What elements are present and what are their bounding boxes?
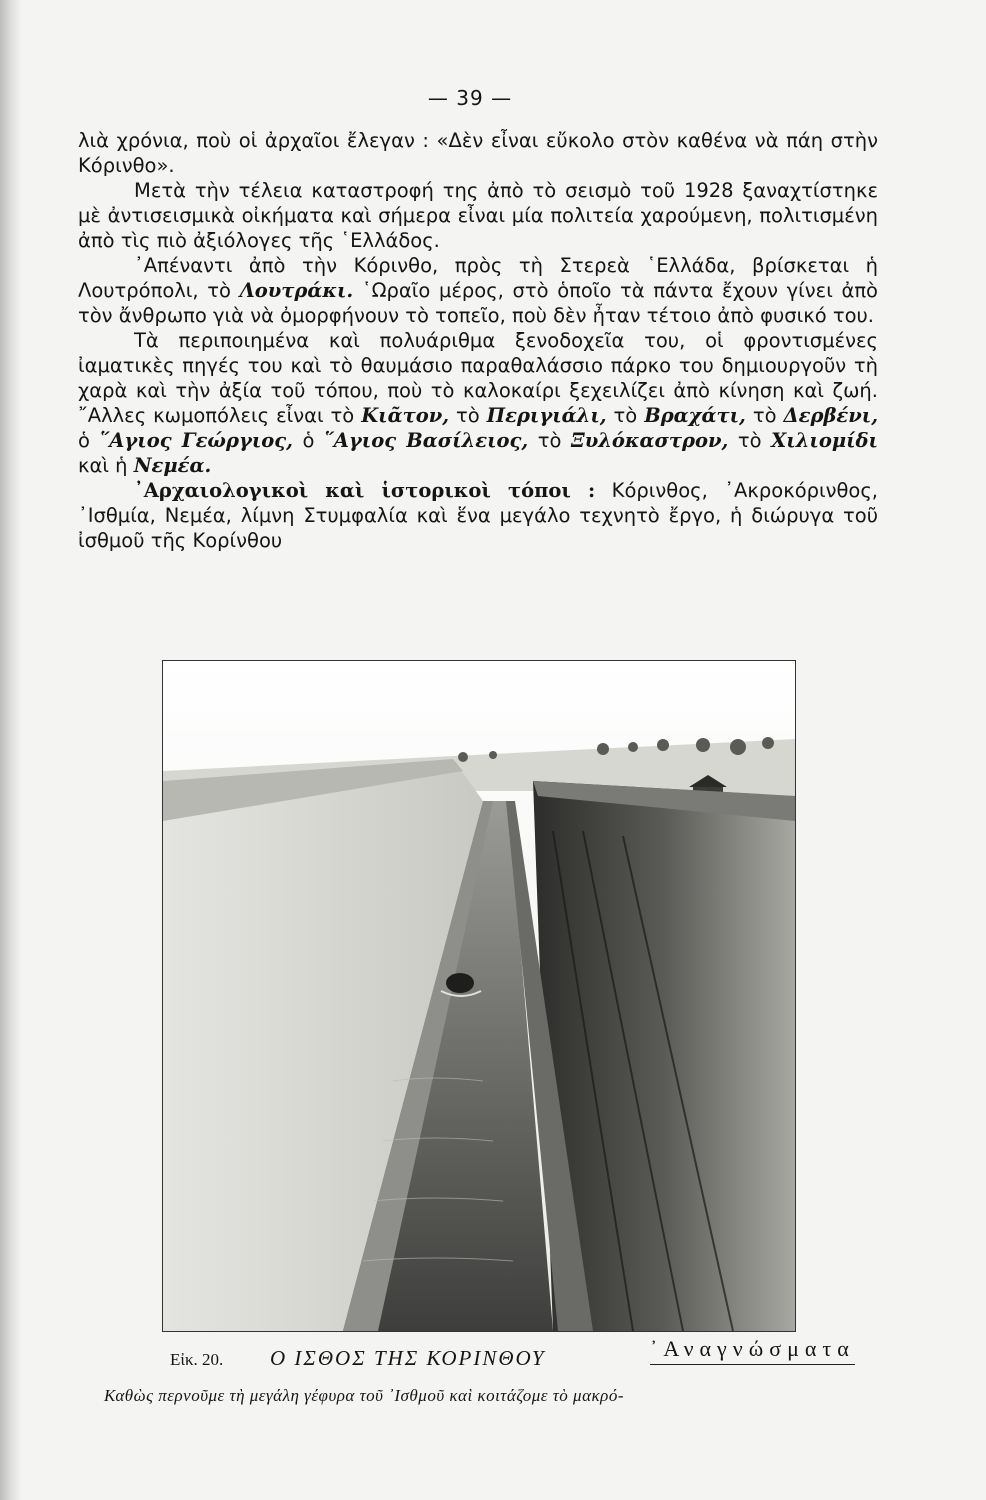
place-dervheni: Δερβένι, <box>783 404 879 427</box>
place-kiato: Κιᾶτον, <box>361 404 450 427</box>
connector-2: τὸ <box>606 404 645 427</box>
connector-8: καὶ ἡ <box>78 454 134 477</box>
paragraph-5-body: Κόρινθος, ᾿Ακροκόρινθος, ᾿Ισθμία, Νεμέα, λίμνη Στυμφαλία καὶ ἕνα μεγάλο τεχνητὸ ἔργο, ἡ διώρυγα τοῦ ἰσθμοῦ τῆς Κορίνθου <box>78 479 878 552</box>
connector-3: τὸ <box>745 404 784 427</box>
connector-4: ὁ <box>78 429 100 452</box>
place-loutraki: Λουτράκι. <box>239 279 354 302</box>
place-agios-vasileios: ῞Αγιος Βασίλειος, <box>324 429 529 452</box>
paragraph-4 <box>78 328 878 478</box>
reader-title: ᾿Αναγνώσματα <box>650 1336 855 1365</box>
page-number: — 39 — <box>427 86 513 110</box>
paragraph-2: Μετὰ τὴν τέλεια καταστροφή της ἀπὸ τὸ σεισμὸ τοῦ 1928 ξαναχτίστηκε μὲ ἀντισεισμικὰ οἰκήματα καὶ σήμερα εἶναι μία πολιτεία χαρούμενη, πολιτισμένη ἀπὸ τὶς πιὸ ἀξιόλογες τῆς ῾Ελλάδος. <box>78 179 878 252</box>
paragraph-4-text-a: Τὰ περιποιημένα καὶ πολυάριθμα ξενοδοχεῖα του, οἱ φροντισμένες ἰαματικὲς πηγές του καὶ τὸ θαυμάσιο παραθαλάσσιο πάρκο του δημιουργοῦν τὴ χαρὰ καὶ τὴν ἀξία τοῦ τόπου, ποὺ τὸ καλοκαίρι ξεχειλίζει ἀπὸ κίνηση καὶ ζωή. ῎Αλλες κωμοπόλεις εἶναι τὸ <box>78 329 878 427</box>
paragraph-3-text-c: ῾Ωραῖο μέρος, στὸ ὁποῖο τὰ πάντα ἔχουν γίνει ἀπὸ τὸν ἄνθρωπο γιὰ νὰ ὀμορφήνουν τὸ τοπεῖο, ποὺ δὲν ἦταν τέτοιο ἀπὸ φυσικό του. <box>78 279 878 327</box>
section-heading-archaeological: ᾿Αρχαιολογικοὶ καὶ ἱστορικοὶ τόποι : <box>134 479 596 502</box>
figure-title: Ο ΙΣΘΟΣ ΤΗΣ ΚΟΡΙΝΘΟΥ <box>270 1346 546 1370</box>
place-chiliomidi: Χιλιομίδι <box>771 429 878 452</box>
figure-label: Εἰκ. 20. <box>170 1350 224 1369</box>
place-vrachati: Βραχάτι, <box>644 404 746 427</box>
place-xylokastron: Ξυλόκαστρον, <box>571 429 729 452</box>
place-nemea: Νεμέα. <box>133 454 212 477</box>
canal-photograph <box>162 660 796 1332</box>
paragraph-3 <box>78 253 878 328</box>
paragraph-5 <box>78 478 878 553</box>
connector-5: ὁ <box>292 429 325 452</box>
body-text <box>78 128 878 553</box>
corinth-canal-illustration <box>163 661 795 1331</box>
connector-7: τὸ <box>728 429 772 452</box>
place-perigiali: Περιγιάλι, <box>486 404 607 427</box>
binding-shadow <box>0 0 22 1500</box>
place-agios-georgios: ῞Αγιος Γεώργιος, <box>99 429 293 452</box>
connector-1: τὸ <box>449 404 487 427</box>
figure-caption <box>170 1336 930 1376</box>
connector-6: τὸ <box>528 429 571 452</box>
paragraph-3-text-a: ᾿Απέναντι ἀπὸ τὴν Κόρινθο, πρὸς τὴ Στερεὰ ῾Ελλάδα, βρίσκεται ἡ Λουτρόπολι, τὸ <box>78 254 878 302</box>
paragraph-1: λιὰ χρόνια, ποὺ οἱ ἀρχαῖοι ἔλεγαν : «Δὲν εἶναι εὔκολο στὸν καθένα νὰ πάη στὴν Κόρινθο». <box>78 129 878 177</box>
continuation-line: Καθὼς περνοῦμε τὴ μεγάλη γέφυρα τοῦ ᾿Ισθμοῦ καὶ κοιτάζομε τὸ μακρό- <box>104 1386 624 1405</box>
